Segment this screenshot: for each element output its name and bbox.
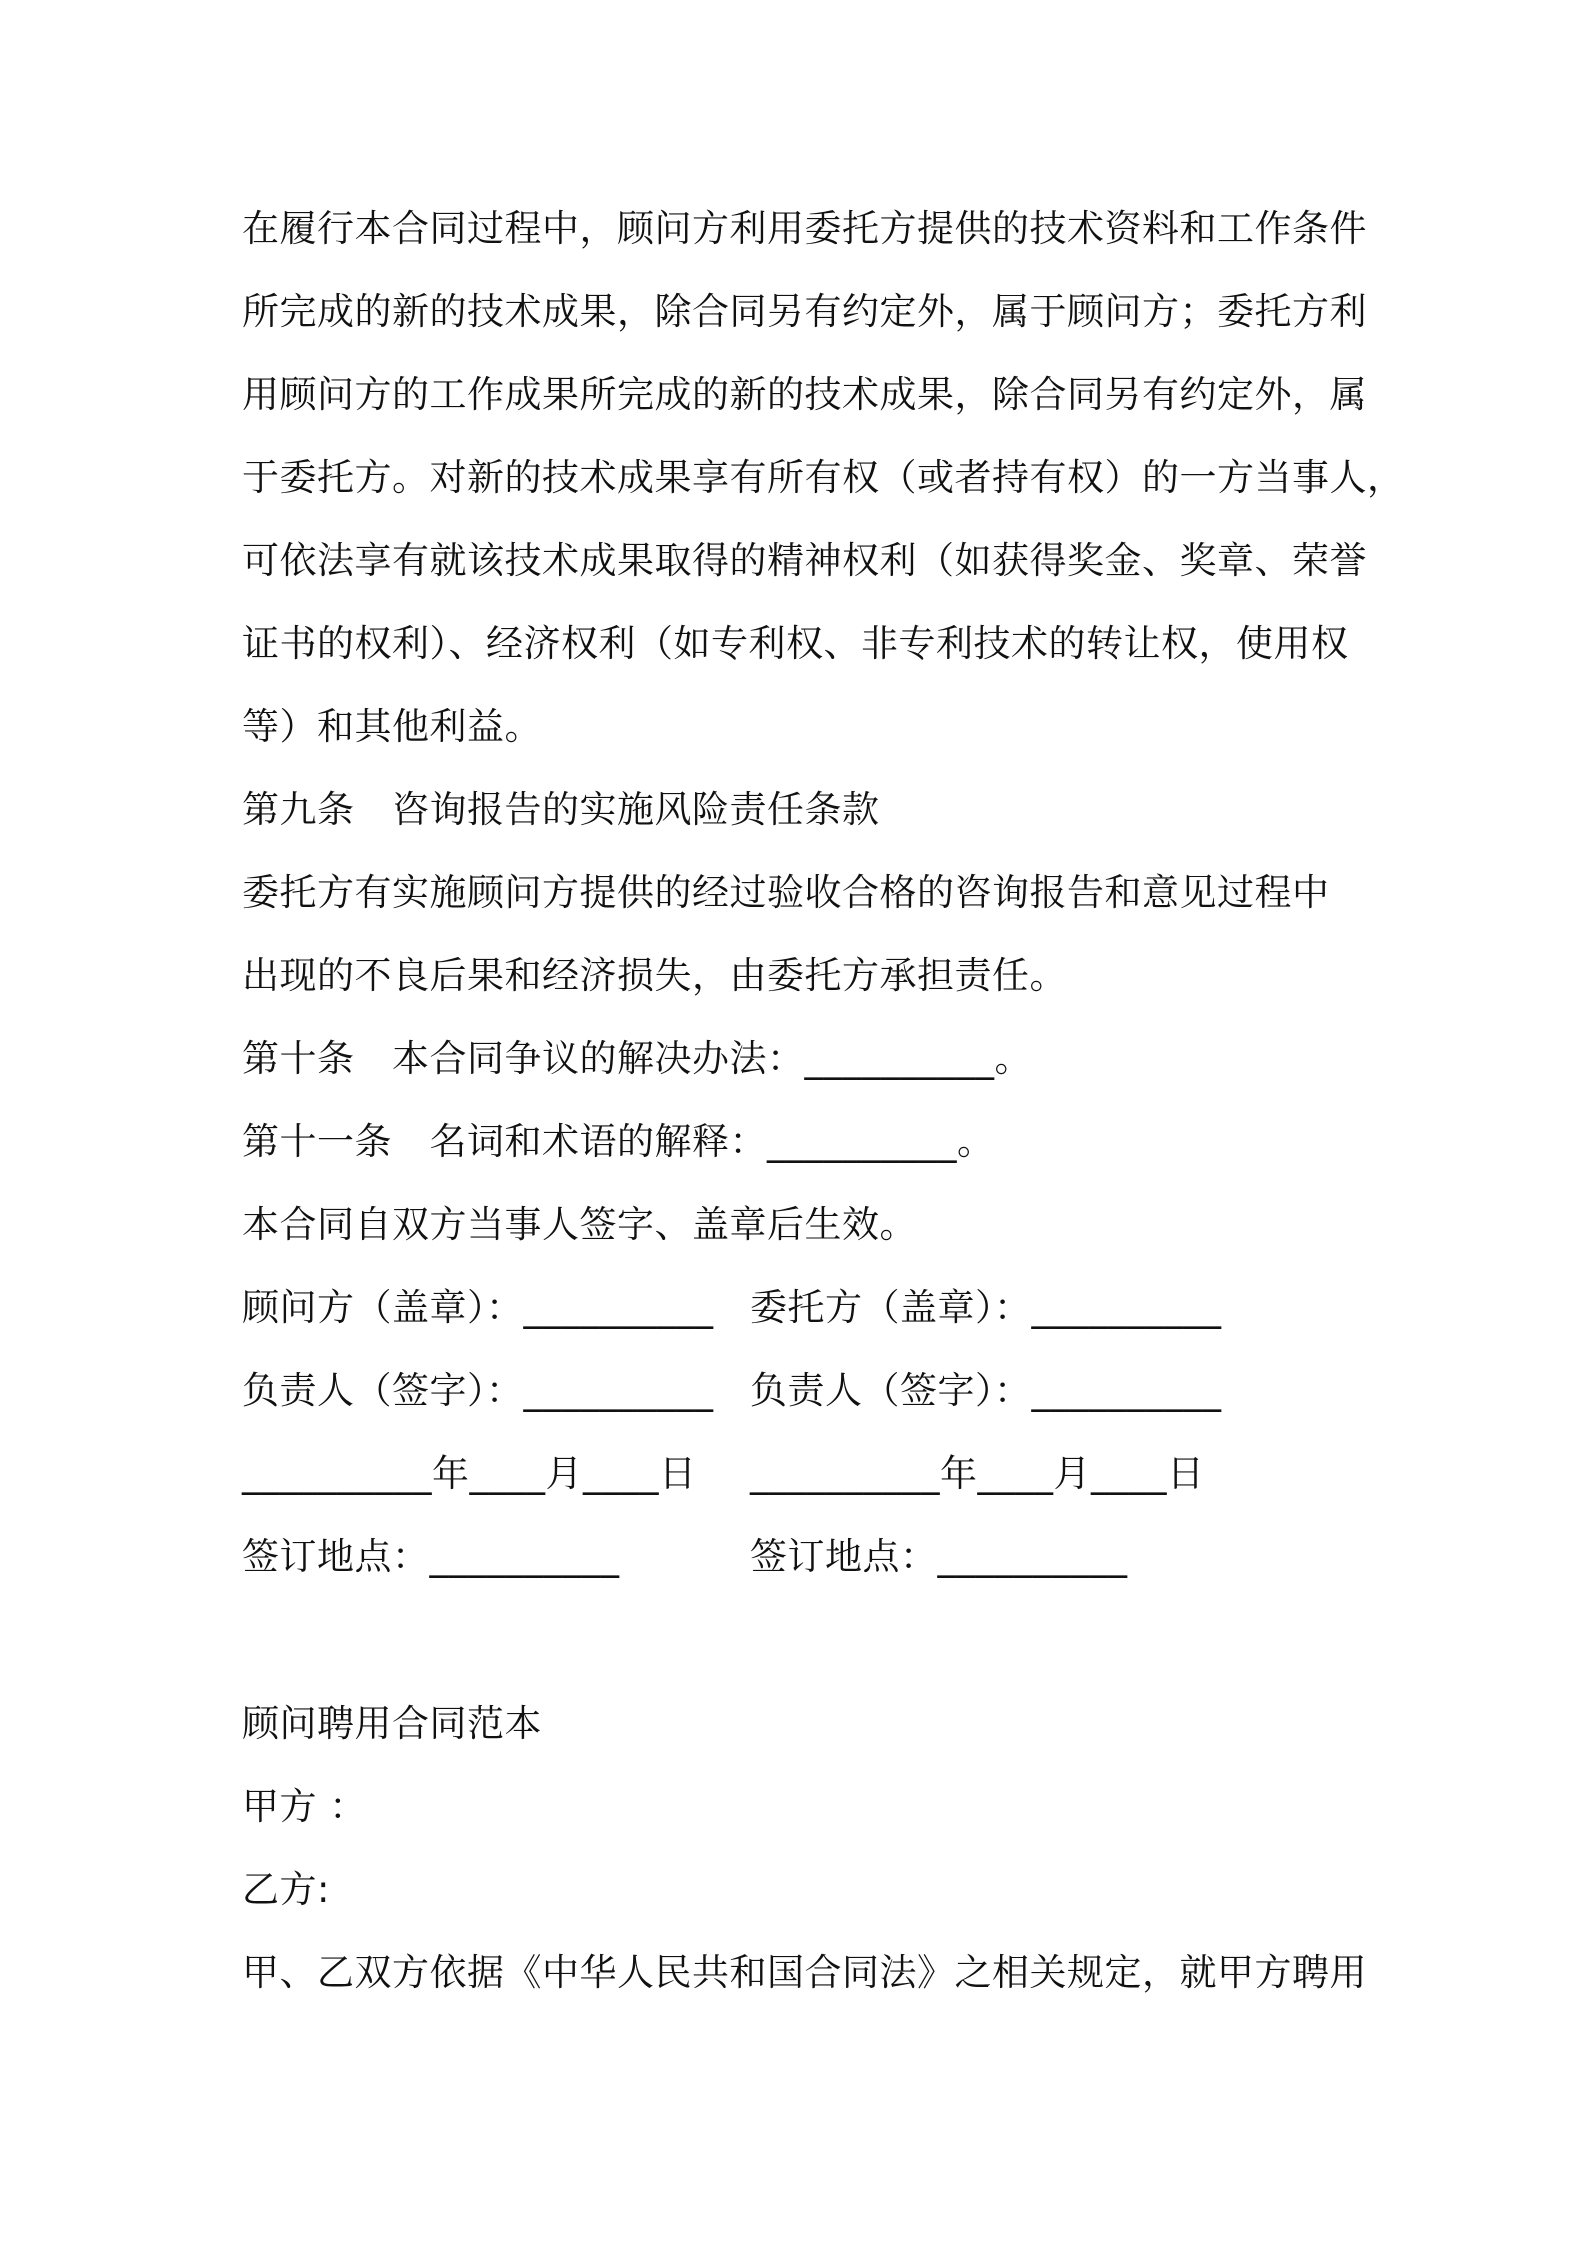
- paragraph-line: 于委托方。对新的技术成果享有所有权（或者持有权）的一方当事人，: [242, 456, 1405, 499]
- party-b-label: 乙方:: [242, 1868, 330, 1911]
- article-9-line: 出现的不良后果和经济损失，由委托方承担责任。: [242, 954, 1067, 997]
- template-title: 顾问聘用合同范本: [242, 1702, 542, 1745]
- advisor-date-field: __________年____月____日: [242, 1452, 697, 1495]
- paragraph-line: 等）和其他利益。: [242, 705, 542, 748]
- template-intro: 甲、乙双方依据《中华人民共和国合同法》之相关规定，就甲方聘用: [242, 1951, 1367, 1994]
- paragraph-line: 在履行本合同过程中，顾问方利用委托方提供的技术资料和工作条件: [242, 207, 1367, 250]
- article-10: 第十条 本合同争议的解决办法：__________。: [242, 1037, 1032, 1080]
- advisor-signer-field: 负责人（签字）：__________: [242, 1369, 714, 1412]
- client-date-field: __________年____月____日: [750, 1452, 1205, 1495]
- client-place-field: 签订地点：__________: [750, 1535, 1128, 1578]
- article-9-heading: 第九条 咨询报告的实施风险责任条款: [242, 788, 880, 831]
- paragraph-line: 用顾问方的工作成果所完成的新的技术成果，除合同另有约定外，属: [242, 373, 1367, 416]
- paragraph-line: 证书的权利）、经济权利（如专利权、非专利技术的转让权，使用权: [242, 622, 1349, 665]
- advisor-seal-field: 顾问方（盖章）：__________: [242, 1286, 714, 1329]
- paragraph-line: 所完成的新的技术成果，除合同另有约定外，属于顾问方；委托方利: [242, 290, 1367, 333]
- article-11: 第十一条 名词和术语的解释：__________。: [242, 1120, 995, 1163]
- party-a-label: 甲方 ：: [242, 1785, 367, 1828]
- paragraph-line: 可依法享有就该技术成果取得的精神权利（如获得奖金、奖章、荣誉: [242, 539, 1367, 582]
- article-9-line: 委托方有实施顾问方提供的经过验收合格的咨询报告和意见过程中: [242, 871, 1330, 914]
- advisor-place-field: 签订地点：__________: [242, 1535, 620, 1578]
- client-signer-field: 负责人（签字）：__________: [750, 1369, 1222, 1412]
- effective-clause: 本合同自双方当事人签字、盖章后生效。: [242, 1203, 917, 1246]
- client-seal-field: 委托方（盖章）：__________: [750, 1286, 1222, 1329]
